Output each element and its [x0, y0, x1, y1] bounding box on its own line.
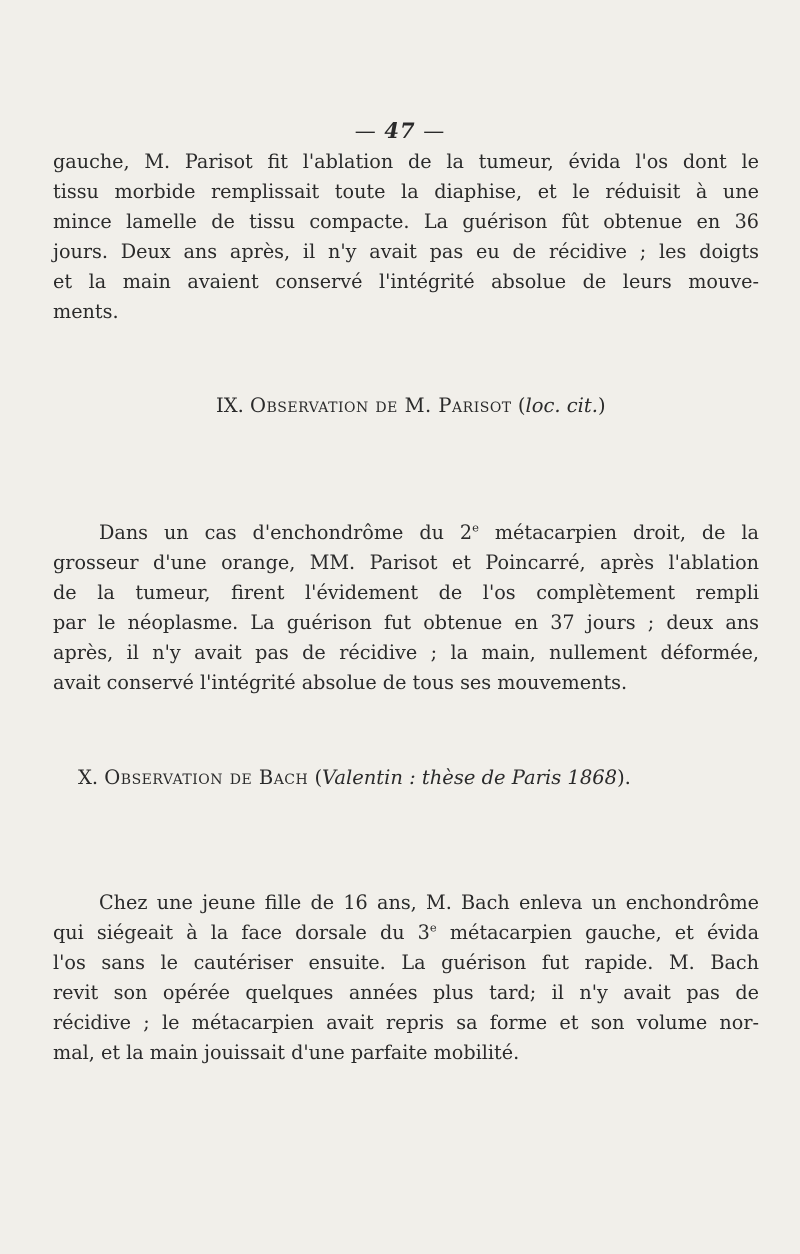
page-number-value: 47 [384, 118, 416, 143]
paragraph-3-line-3: l'os sans le cautériser ensuite. La guérison fut rapide. M. Bach [53, 951, 759, 974]
paragraph-3-line-2-b: métacarpien gauche, et évida [436, 921, 760, 944]
paragraph-2-line-1-a: Dans un cas d'enchondrôme du 2 [99, 521, 473, 544]
paragraph-1 [53, 147, 759, 327]
heading-ix-ref-close: ) [597, 394, 606, 417]
paragraph-1-line-5: et la main avaient conservé l'intégrité absolue de leurs mouve- [53, 270, 759, 293]
paragraph-2-line-2: grosseur d'une orange, MM. Parisot et Poincarré, après l'ablation [53, 551, 759, 574]
heading-ix-reference: loc. cit. [525, 394, 598, 417]
paragraph-1-line-6: ments. [53, 300, 119, 323]
page-number-dash-right: — [423, 119, 446, 143]
paragraph-2-line-1-b: métacarpien droit, de la [478, 521, 759, 544]
paragraph-3-line-2-sup: e [429, 920, 437, 935]
heading-ix-label: Observation de M. Parisot [250, 394, 512, 417]
page-number-dash-left: — [354, 119, 377, 143]
paragraph-3-line-5: récidive ; le métacarpien avait repris sa forme et son volume nor- [53, 1011, 759, 1034]
paragraph-2-line-1 [53, 518, 759, 548]
paragraph-2-line-4: par le néoplasme. La guérison fut obtenue en 37 jours ; deux ans [53, 611, 759, 634]
heading-x-label: Observation de Bach [104, 766, 309, 789]
paragraph-3-line-6: mal, et la main jouissait d'une parfaite mobilité. [53, 1041, 520, 1064]
page-number [0, 118, 800, 143]
paragraph-2-line-1-sup: e [472, 520, 479, 535]
paragraph-3-line-1: Chez une jeune fille de 16 ans, M. Bach enleva un enchondrôme [99, 891, 759, 914]
paragraph-2 [53, 518, 759, 698]
heading-x-reference: Valentin : thèse de Paris 1868 [322, 766, 618, 789]
heading-ix-ref-open: ( [517, 394, 526, 417]
paragraph-1-line-1: gauche, M. Parisot fit l'ablation de la tumeur, évida l'os dont le [53, 150, 759, 173]
paragraph-3-line-2-a: qui siégeait à la face dorsale du 3 [53, 921, 430, 944]
heading-ix-numeral: IX. [216, 394, 244, 417]
heading-x-numeral: X. [78, 766, 99, 789]
paragraph-2-line-6: avait conservé l'intégrité absolue de tous ses mouvements. [53, 671, 628, 694]
heading-x-ref-close: ). [617, 766, 631, 789]
heading-observation-ix [0, 394, 800, 417]
heading-x-ref-open: ( [314, 766, 323, 789]
paragraph-1-line-4: jours. Deux ans après, il n'y avait pas eu de récidive ; les doigts [53, 240, 759, 263]
paragraph-1-line-3: mince lamelle de tissu compacte. La guérison fût obtenue en 36 [53, 210, 759, 233]
paragraph-3-line-2 [53, 918, 759, 948]
paragraph-3 [53, 888, 759, 1068]
heading-observation-x [0, 766, 800, 789]
paragraph-2-line-5: après, il n'y avait pas de récidive ; la main, nullement déformée, [53, 641, 759, 664]
paragraph-2-line-3: de la tumeur, firent l'évidement de l'os complètement rempli [53, 581, 759, 604]
paragraph-3-line-4: revit son opérée quelques années plus tard; il n'y avait pas de [53, 981, 759, 1004]
paragraph-1-line-2: tissu morbide remplissait toute la diaphise, et le réduisit à une [53, 180, 759, 203]
